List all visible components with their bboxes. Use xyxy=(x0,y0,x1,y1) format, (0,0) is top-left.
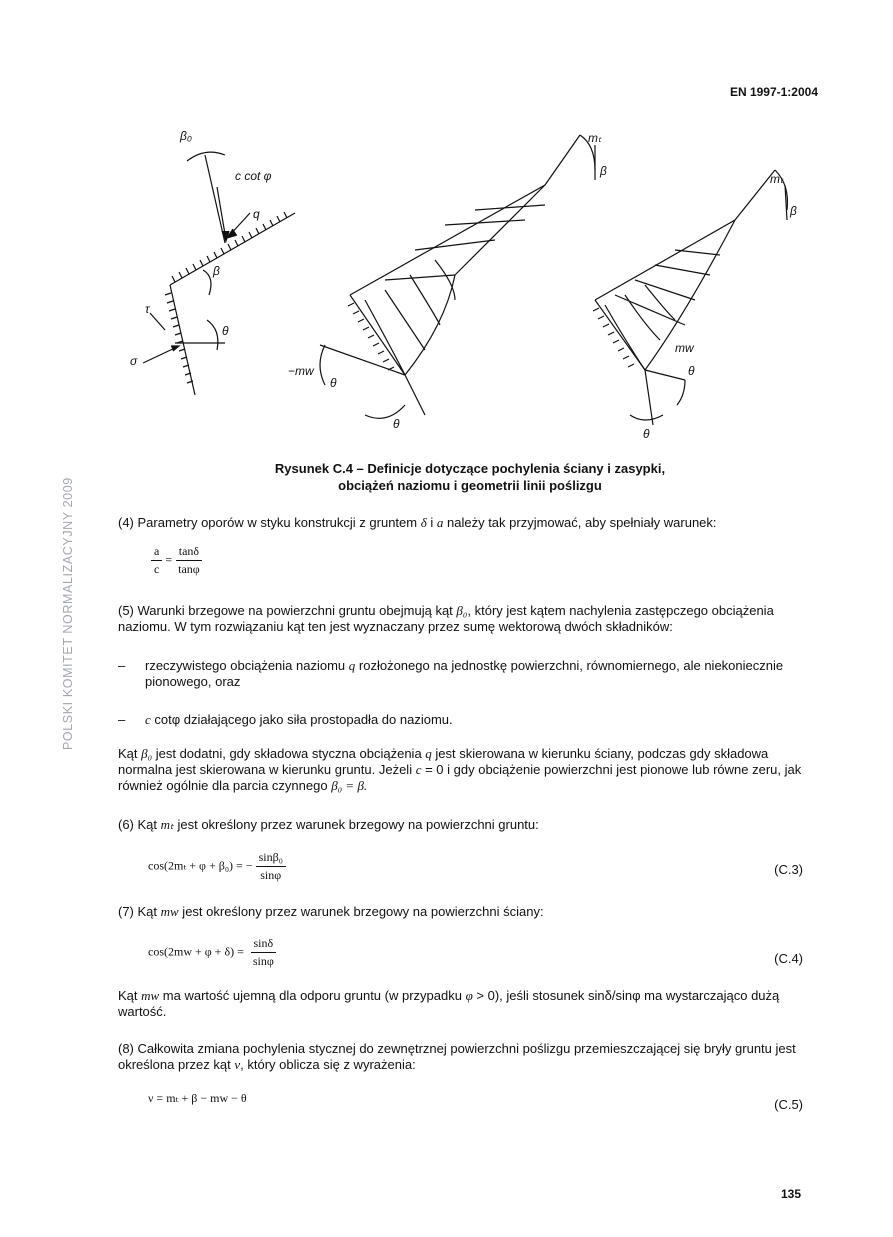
ground-surface-line xyxy=(170,213,295,285)
symbol-beta0: β₀ xyxy=(141,746,153,761)
eq-c4-num: sinδ xyxy=(251,936,277,953)
pk-text-d: = 0 i gdy obciążenie powierzchni jest pionowe lub równe zeru, jak również ogólnie dla parcia czynnego xyxy=(118,762,802,793)
eq-ratio-lhs-num: a xyxy=(151,544,162,561)
p4-text-c: należy tak przyjmować, aby spełniały warunek: xyxy=(443,515,717,530)
eq-ratio-equals: = xyxy=(165,552,173,567)
sigma-arrow xyxy=(143,347,177,363)
pk-text-b: jest dodatni, gdy składowa styczna obciążenia xyxy=(152,746,426,761)
figure-c4 xyxy=(125,125,825,450)
middle-slip-line xyxy=(405,185,545,375)
figure-caption xyxy=(120,460,820,494)
pk-text-e: β₀ = β. xyxy=(331,778,368,793)
p5-text-a: (5) Warunki brzegowe na powierzchni gruntu obejmują kąt xyxy=(118,603,457,618)
p8-text-a: (8) Całkowita zmiana pochylenia stycznej do zewnętrznej powierzchni poślizgu przemieszczającej się bryły gruntu jest określona przez kąt xyxy=(118,1041,796,1072)
p6-text-a: (6) Kąt xyxy=(118,817,161,832)
label-q: q xyxy=(253,207,260,221)
label-mt-middle: mₜ xyxy=(588,131,602,145)
paragraph-8 xyxy=(118,1041,823,1073)
equation-c3 xyxy=(148,850,289,883)
symbol-mw: mw xyxy=(160,904,179,919)
p6-text-b: jest określony przez warunek brzegowy na powierzchni gruntu: xyxy=(173,817,539,832)
p7-text-a: (7) Kąt xyxy=(118,904,161,919)
label-theta-middle-1: θ xyxy=(330,376,337,390)
page-number: 135 xyxy=(780,1187,801,1201)
label-c-cot-phi: c cot φ xyxy=(235,169,272,183)
bullet-2-text-b: cotφ działającego jako siła prostopadła do naziomu. xyxy=(150,712,453,727)
symbol-mw: mw xyxy=(141,988,160,1003)
pk-text-a: Kąt xyxy=(118,746,142,761)
pmw-text-a: Kąt xyxy=(118,988,142,1003)
paragraph-6 xyxy=(118,817,823,833)
paragraph-4 xyxy=(118,515,823,531)
caption-line-2: obciążeń naziomu i geometrii linii poślizgu xyxy=(338,478,602,493)
label-mw-right: mw xyxy=(675,341,694,355)
eq-c3-lhs: cos(2mₜ + φ + β₀) = − xyxy=(148,858,253,873)
symbol-c: c xyxy=(145,712,151,727)
equation-c5: ν = mₜ + β − mw − θ xyxy=(148,1091,247,1105)
eq-c4-lhs: cos(2mw + φ + δ) = xyxy=(148,944,247,959)
equation-number-c3: (C.3) xyxy=(774,862,803,877)
pmw-text-c: > 0), jeśli stosunek sinδ/sinφ ma wystarczająco dużą wartość. xyxy=(118,988,780,1019)
paragraph-mw xyxy=(118,988,823,1020)
tau-line xyxy=(150,313,165,330)
beta-arc-left xyxy=(203,270,211,295)
label-beta-left: β xyxy=(213,264,220,278)
symbol-q: q xyxy=(425,746,432,761)
bullet-dash: – xyxy=(118,712,126,727)
eq-ratio-rhs-num: tanδ xyxy=(176,544,202,561)
label-minus-mw: −mw xyxy=(288,364,314,378)
label-tau: τ xyxy=(145,302,150,316)
eq-c3-den: sinφ xyxy=(260,868,282,882)
paragraph-5 xyxy=(118,603,823,635)
label-beta-middle: β xyxy=(600,164,607,178)
right-theta-arcs xyxy=(630,380,685,420)
bullet-item-1 xyxy=(118,658,823,690)
bullet-dash: – xyxy=(118,658,126,673)
eq-c4-den: sinφ xyxy=(252,954,274,968)
ground-hatching xyxy=(172,212,287,282)
p5-text-b: , który jest kątem nachylenia zastępczego obciążenia naziomu. W tym rozwiązaniu kąt ten jest wyznaczany przez sumę wektorową dwóch składników: xyxy=(118,603,774,634)
eq-ratio-rhs-den: tanφ xyxy=(178,562,200,576)
symbol-a: a xyxy=(436,515,444,530)
pk-text-c: jest skierowana w kierunku ściany, podczas gdy składowa normalna jest skierowana w kierunku gruntu. Jeżeli xyxy=(118,746,769,777)
eq-ratio-lhs-den: c xyxy=(154,562,160,576)
p7-text-b: jest określony przez warunek brzegowy na powierzchni ściany: xyxy=(178,904,544,919)
p4-text-b: i xyxy=(426,515,437,530)
symbol-phi: φ xyxy=(465,988,473,1003)
caption-line-1: Rysunek C.4 – Definicje dotyczące pochylenia ściany i zasypki, xyxy=(274,461,666,476)
label-theta-left: θ xyxy=(222,324,229,338)
symbol-c: c xyxy=(415,762,422,777)
symbol-delta: δ xyxy=(420,515,427,530)
symbol-mt: mₜ xyxy=(160,817,174,832)
middle-surface xyxy=(350,135,580,295)
paragraph-angle-beta0 xyxy=(118,746,823,794)
bullet-1-text-b: rozłożonego na jednostkę powierzchni, równomiernego, ale niekoniecznie pionowego, oraz xyxy=(145,658,784,689)
watermark: POLSKI KOMITET NORMALIZACYJNY 2009 xyxy=(61,477,75,750)
equation-number-c5: (C.5) xyxy=(774,1097,803,1112)
label-beta0: β₀ xyxy=(180,129,192,143)
p4-text-a: (4) Parametry oporów w styku konstrukcji z gruntem xyxy=(118,515,421,530)
beta0-direction-line xyxy=(205,155,225,243)
equation-ratio xyxy=(148,544,206,577)
paragraph-7 xyxy=(118,904,823,920)
document-header: EN 1997-1:2004 xyxy=(729,85,818,99)
equation-number-c4: (C.4) xyxy=(774,951,803,966)
symbol-q: q xyxy=(348,658,356,673)
symbol-nu: ν xyxy=(234,1057,241,1072)
label-theta-middle-2: θ xyxy=(393,417,400,431)
eq-c3-num: sinβ₀ xyxy=(256,850,286,867)
label-theta-right-2: θ xyxy=(643,427,650,441)
label-sigma: σ xyxy=(130,354,138,368)
bullet-1-text-a: rzeczywistego obciążenia naziomu xyxy=(145,658,349,673)
equation-c4 xyxy=(148,936,280,969)
p8-text-b: , który oblicza się z wyrażenia: xyxy=(240,1057,416,1072)
theta-arc-left xyxy=(207,320,218,350)
right-surface xyxy=(595,170,775,300)
pmw-text-b: ma wartość ujemną dla odporu gruntu (w przypadku xyxy=(159,988,466,1003)
bullet-item-2 xyxy=(118,712,823,728)
label-mt-right: mₜ xyxy=(770,172,784,186)
symbol-beta0: β₀ xyxy=(456,603,468,618)
wall-line xyxy=(170,285,195,395)
label-beta-right: β xyxy=(790,204,797,218)
label-theta-right-1: θ xyxy=(688,364,695,378)
